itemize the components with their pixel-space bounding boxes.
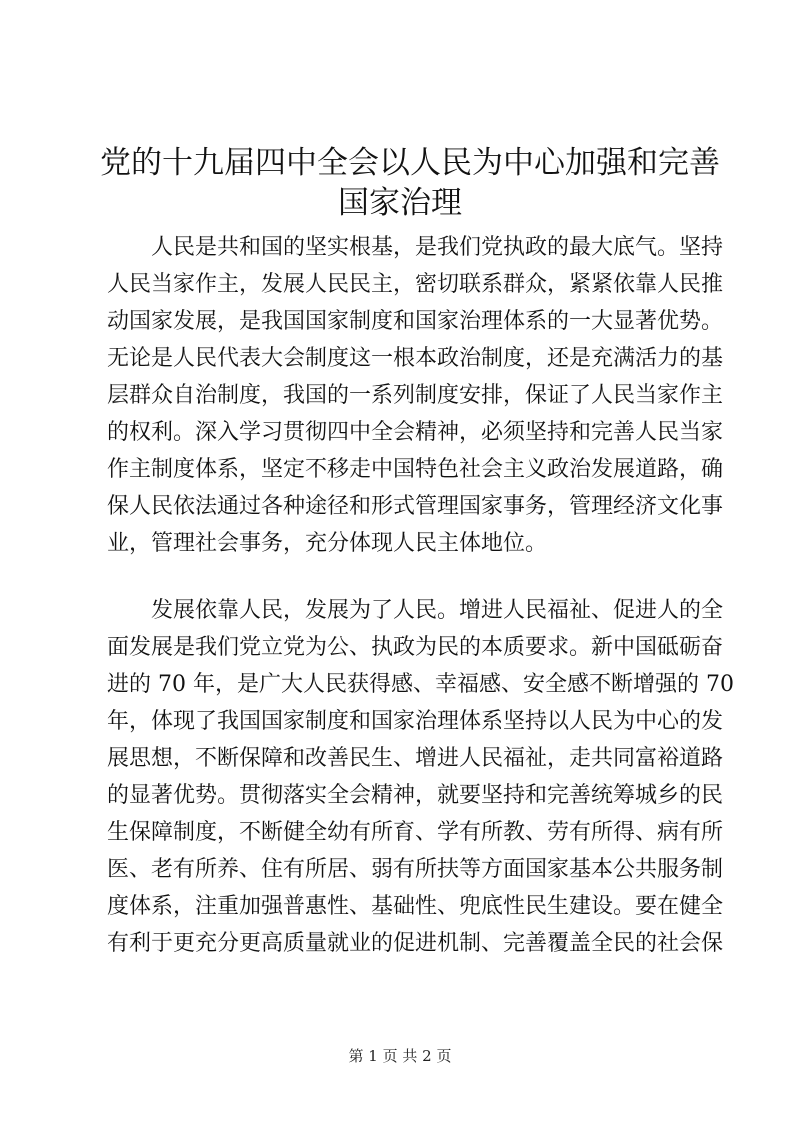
paragraph-line: 年，体现了我国国家制度和国家治理体系坚持以人民为中心的发 [107,709,724,734]
paragraph-line: 层群众自治制度，我国的一系列制度安排，保证了人民当家作主 [107,383,724,408]
paragraph-line: 度体系，注重加强普惠性、基础性、兜底性民生建设。要在健全 [107,894,724,919]
page-number-footer: 第 1 页 共 2 页 [348,1047,452,1065]
paragraph-line: 保人民依法通过各种途径和形式管理国家事务，管理经济文化事 [107,494,724,519]
paragraph-line: 无论是人民代表大会制度这一根本政治制度，还是充满活力的基 [107,346,724,371]
document-title-line-1: 党的十九届四中全会以人民为中心加强和完善 [100,145,720,181]
paragraph-line: 有利于更充分更高质量就业的促进机制、完善覆盖全民的社会保 [107,931,724,956]
paragraph-line: 面发展是我们党立党为公、执政为民的本质要求。新中国砥砺奋 [107,635,724,660]
paragraph-line: 进的 70 年，是广大人民获得感、幸福感、安全感不断增强的 70 [107,672,734,697]
paragraph-line: 业，管理社会事务，充分体现人民主体地位。 [107,531,548,556]
paragraph-line: 发展依靠人民，发展为了人民。增进人民福祉、促进人的全 [151,598,724,623]
paragraph-line: 作主制度体系，坚定不移走中国特色社会主义政治发展道路，确 [107,457,724,482]
document-title-line-2: 国家治理 [338,185,462,221]
paragraph-2 [107,592,734,962]
paragraph-line: 的显著优势。贯彻落实全会精神，就要坚持和完善统筹城乡的民 [107,783,724,808]
paragraph-line: 生保障制度，不断健全幼有所育、学有所教、劳有所得、病有所 [107,820,724,845]
paragraph-line: 动国家发展，是我国国家制度和国家治理体系的一大显著优势。 [107,309,724,334]
paragraph-line: 展思想，不断保障和改善民生、增进人民福祉，走共同富裕道路 [107,746,724,771]
paragraph-line: 的权利。深入学习贯彻四中全会精神，必须坚持和完善人民当家 [107,420,724,445]
paragraph-line: 人民当家作主，发展人民民主，密切联系群众，紧紧依靠人民推 [107,272,724,297]
paragraph-line: 医、老有所养、住有所居、弱有所扶等方面国家基本公共服务制 [107,857,724,882]
paragraph-line: 人民是共和国的坚实根基，是我们党执政的最大底气。坚持 [151,235,724,260]
paragraph-1 [107,229,724,562]
